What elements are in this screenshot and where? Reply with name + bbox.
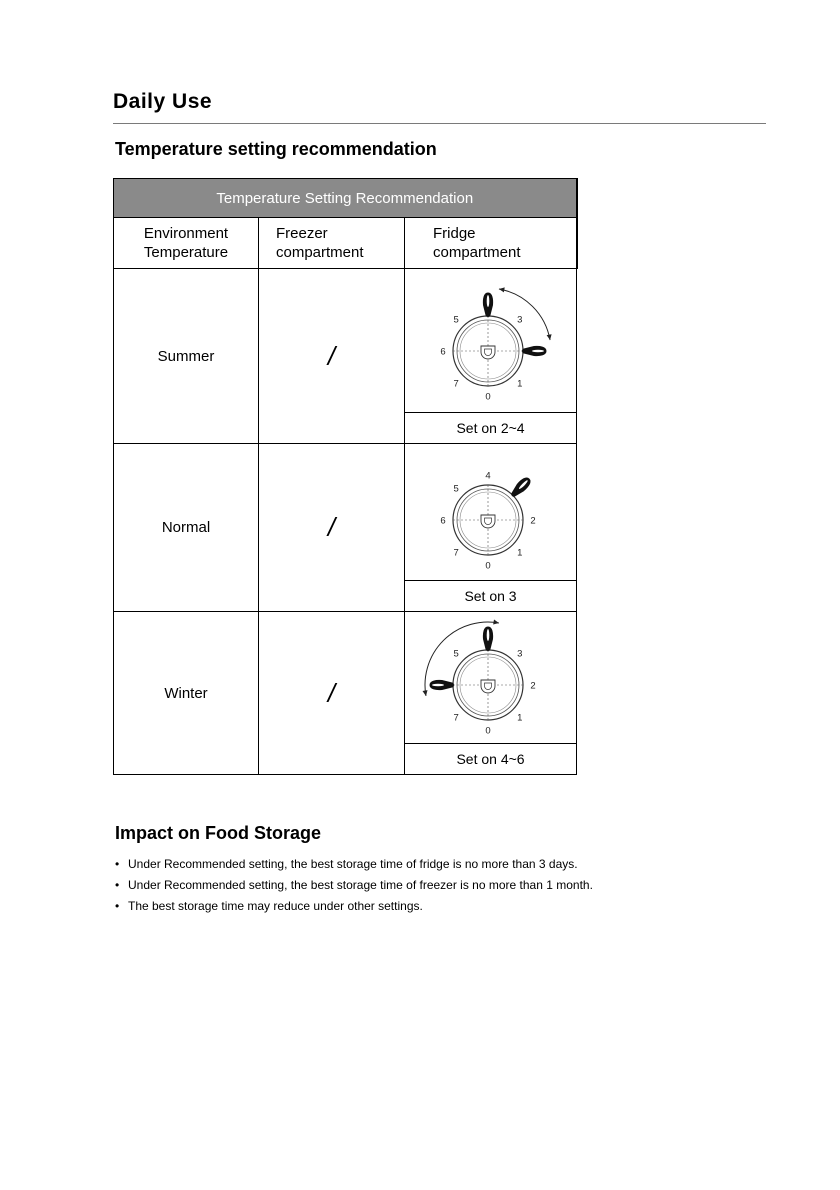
dial-number: 6 xyxy=(439,346,446,357)
dial-number: 2 xyxy=(529,680,536,692)
freezer-winter: / xyxy=(259,612,405,775)
header-environment-line2: Temperature xyxy=(143,244,229,261)
header-environment-line1: Environment xyxy=(143,225,229,242)
setting-summer: Set on 2~4 xyxy=(405,413,577,444)
dial-number: 7 xyxy=(453,712,459,724)
dial-number: 3 xyxy=(516,314,522,326)
bullet-dot-icon: • xyxy=(115,878,120,892)
dial-number: 3 xyxy=(516,648,522,660)
dial-cell-summer xyxy=(405,269,577,413)
bullet-dot-icon: • xyxy=(115,857,120,871)
table-row-winter xyxy=(114,612,577,744)
title-divider xyxy=(113,123,766,124)
setting-winter: Set on 4~6 xyxy=(405,744,577,775)
dial-number: 1 xyxy=(516,377,522,389)
list-item xyxy=(115,898,593,919)
list-item xyxy=(115,856,593,877)
dial-number: 5 xyxy=(453,648,459,660)
header-freezer-line2: compartment xyxy=(276,244,364,261)
env-winter: Winter xyxy=(114,612,259,775)
range-arrow-icon xyxy=(498,287,551,340)
section-title-temperature: Temperature setting recommendation xyxy=(115,139,437,159)
header-fridge xyxy=(405,218,577,269)
dial-hub xyxy=(481,346,495,359)
dial-number: 7 xyxy=(453,547,459,559)
dial-number: 6 xyxy=(439,515,446,527)
header-fridge-line2: compartment xyxy=(433,244,521,261)
bullet-dot-icon: • xyxy=(115,899,120,913)
bullet-text: The best storage time may reduce under other settings. xyxy=(128,899,423,913)
dial-pointer-icon xyxy=(522,346,546,355)
dial-number: 5 xyxy=(453,314,459,326)
header-environment xyxy=(114,218,259,269)
header-freezer xyxy=(259,218,405,269)
dial-number: 2 xyxy=(529,515,536,527)
header-freezer-line1: Freezer xyxy=(276,225,328,242)
dial-number: 0 xyxy=(484,560,491,572)
env-normal: Normal xyxy=(114,444,259,612)
dial-pointer-icon xyxy=(430,680,454,689)
dial-number: 1 xyxy=(516,712,522,724)
dial-cell-winter xyxy=(405,612,577,744)
section-title-food-storage: Impact on Food Storage xyxy=(115,823,322,843)
dial-pointer-icon xyxy=(483,627,492,651)
table-row-summer xyxy=(114,269,577,413)
thermostat-dial-icon xyxy=(406,444,576,580)
table-banner: Temperature Setting Recommendation xyxy=(114,179,577,218)
thermostat-dial-icon xyxy=(406,273,576,409)
dial-number: 5 xyxy=(453,483,459,495)
dial-number: 1 xyxy=(516,547,522,559)
page-title: Daily Use xyxy=(113,90,213,113)
dial-pointer-icon xyxy=(509,476,532,499)
bullet-text: Under Recommended setting, the best storage time of freezer is no more than 1 month. xyxy=(128,878,593,892)
freezer-normal: / xyxy=(259,444,405,612)
setting-normal: Set on 3 xyxy=(405,581,577,612)
dial-number: 0 xyxy=(484,391,491,402)
thermostat-dial-icon xyxy=(406,612,576,743)
bullet-text: Under Recommended setting, the best storage time of fridge is no more than 3 days. xyxy=(128,857,578,871)
dial-hub xyxy=(481,515,495,528)
storage-bullet-list xyxy=(115,856,593,919)
temperature-recommendation-table xyxy=(113,178,578,775)
dial-hub xyxy=(481,680,495,693)
env-summer: Summer xyxy=(114,269,259,444)
dial-pointer-icon xyxy=(483,293,492,317)
header-fridge-line1: Fridge xyxy=(433,225,476,242)
freezer-summer: / xyxy=(259,269,405,444)
dial-number: 7 xyxy=(453,377,459,389)
list-item xyxy=(115,877,593,898)
dial-number: 4 xyxy=(484,470,491,482)
table-row-normal xyxy=(114,444,577,581)
dial-cell-normal xyxy=(405,444,577,581)
dial-number: 0 xyxy=(484,725,491,737)
